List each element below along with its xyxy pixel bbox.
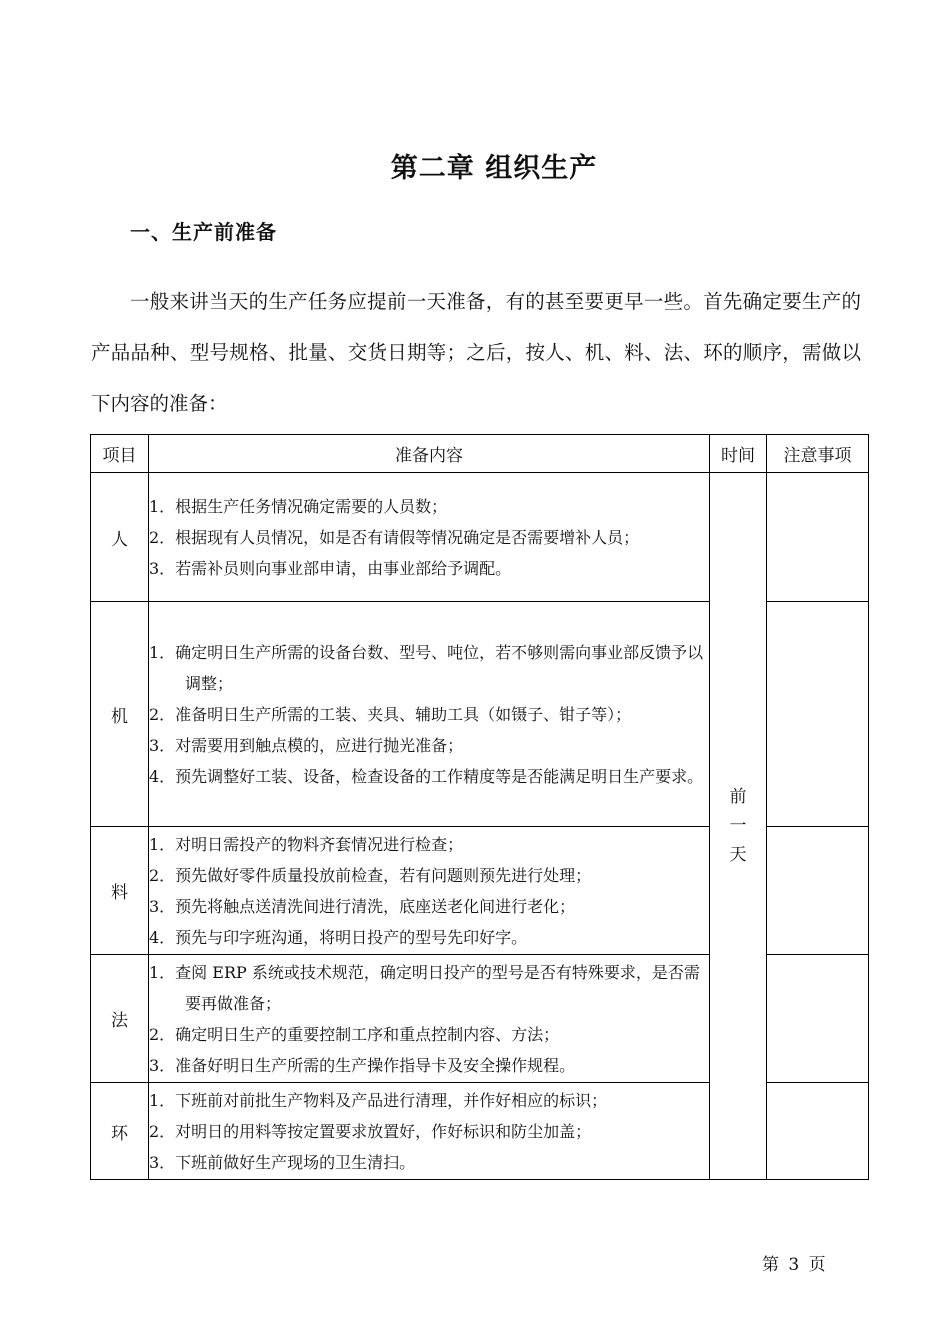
header-item: 项目: [91, 435, 149, 473]
time-cell: [710, 473, 767, 1180]
content-cell: [149, 473, 710, 602]
header-notes: 注意事项: [767, 435, 869, 473]
content-cell: [149, 602, 710, 827]
intro-paragraph: 一般来讲当天的生产任务应提前一天准备，有的甚至要更早一些。首先确定要生产的产品品种、型号规格、批量、交货日期等；之后，按人、机、料、法、环的顺序，需做以下内容的准备：: [91, 290, 861, 415]
table-header-row: [91, 435, 869, 473]
content-line: 3．对需要用到触点模的，应进行抛光准备；: [149, 735, 464, 755]
header-content: 准备内容: [149, 435, 710, 473]
notes-cell: [767, 602, 869, 827]
content-line: 2．确定明日生产的重要控制工序和重点控制内容、方法；: [149, 1024, 560, 1044]
notes-cell: [767, 955, 869, 1083]
content-line: 2．对明日的用料等按定置要求放置好，作好标识和防尘加盖；: [149, 1121, 592, 1141]
table-row: [91, 473, 869, 602]
content-line: 1．确定明日生产所需的设备台数、型号、吨位，若不够则需向事业部反馈予以调整；: [149, 642, 704, 693]
content-line: 2．根据现有人员情况，如是否有请假等情况确定是否需要增补人员；: [149, 527, 640, 547]
content-line: 4．预先与印字班沟通，将明日投产的型号先印好字。: [149, 927, 528, 947]
content-line: 4．预先调整好工装、设备，检查设备的工作精度等是否能满足明日生产要求。: [149, 766, 704, 786]
content-line: 3．下班前做好生产现场的卫生清扫。: [149, 1152, 416, 1172]
time-char: 一: [729, 815, 747, 836]
content-cell: [149, 827, 710, 955]
item-cell: 法: [91, 955, 149, 1083]
item-cell: 机: [91, 602, 149, 827]
item-cell: 料: [91, 827, 149, 955]
content-line: 2．准备明日生产所需的工装、夹具、辅助工具（如镊子、钳子等）；: [149, 704, 632, 724]
chapter-title: 第二章 组织生产: [390, 153, 598, 184]
page-number: 第 3 页: [762, 1255, 826, 1275]
content-cell: [149, 1083, 710, 1180]
content-line: 1．根据生产任务情况确定需要的人员数；: [149, 496, 448, 516]
content-line: 1．下班前对前批生产物料及产品进行清理，并作好相应的标识；: [149, 1090, 608, 1110]
item-cell: 环: [91, 1083, 149, 1180]
notes-cell: [767, 1083, 869, 1180]
preparation-table: [90, 434, 869, 1180]
notes-cell: [767, 473, 869, 602]
notes-cell: [767, 827, 869, 955]
section-heading: 一、生产前准备: [130, 220, 277, 244]
content-line: 3．预先将触点送清洗间进行清洗，底座送老化间进行老化；: [149, 896, 576, 916]
item-cell: 人: [91, 473, 149, 602]
content-line: 1．查阅 ERP 系统或技术规范，确定明日投产的型号是否有特殊要求，是否需要再做准备；: [149, 962, 700, 1013]
content-line: 3．若需补员则向事业部申请，由事业部给予调配。: [149, 558, 512, 578]
time-char: 前: [729, 786, 747, 807]
content-line: 3．准备好明日生产所需的生产操作指导卡及安全操作规程。: [149, 1055, 576, 1075]
content-line: 1．对明日需投产的物料齐套情况进行检查；: [149, 834, 464, 854]
time-char: 天: [729, 844, 747, 865]
content-cell: [149, 955, 710, 1083]
content-line: 2．预先做好零件质量投放前检查，若有问题则预先进行处理；: [149, 865, 592, 885]
header-time: 时间: [710, 435, 767, 473]
